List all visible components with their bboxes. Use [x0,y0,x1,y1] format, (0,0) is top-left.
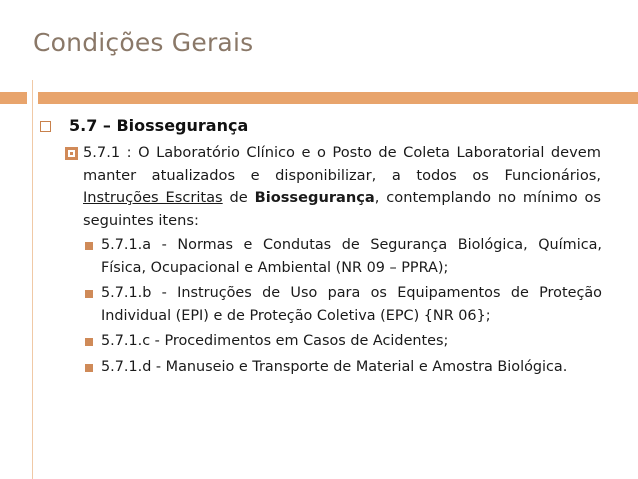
item-text-part1: 5.7.1 : O Laboratório Clínico e o Posto de Coleta Laboratorial devem manter atualizados e disponibilizar, a todos os Funcionários, [83,144,601,184]
heading-bullet-item [40,115,605,137]
slide-content [40,115,605,381]
vertical-divider [32,80,33,479]
level2-text [83,142,601,232]
list-item [85,330,605,353]
filled-square-bullet-icon [85,242,93,250]
filled-square-bullet-icon [85,338,93,346]
list-item-text: 5.7.1.b - Instruções de Uso para os Equipamentos de Proteção Individual (EPI) e de Proteção Coletiva (EPC) {NR 06}; [101,285,602,324]
list-item [85,234,605,279]
list-item-text: 5.7.1.a - Normas e Condutas de Segurança Biológica, Química, Física, Ocupacional e Ambiental (NR 09 – PPRA); [101,237,602,276]
item-text-bold: Biossegurança [254,189,375,206]
item-text-underlined: Instruções Escritas [83,189,223,206]
level2-item [65,142,605,232]
filled-square-bullet-icon [85,364,93,372]
list-item-text: 5.7.1.d - Manuseio e Transporte de Material e Amostra Biológica. [101,358,568,375]
title-rule-right [38,92,638,104]
square-bullet-icon [40,121,51,132]
item-text-part2: de [222,189,255,206]
section-heading: 5.7 – Biossegurança [69,116,249,135]
title-rule-left [0,92,27,104]
framed-square-bullet-icon [65,147,78,160]
level3-list [85,234,605,378]
list-item [85,356,605,379]
list-item-text: 5.7.1.c - Procedimentos em Casos de Acidentes; [101,333,449,349]
slide-title: Condições Gerais [33,28,254,57]
filled-square-bullet-icon [85,290,93,298]
list-item [85,282,605,327]
item-text-part3: , contemplando no mínimo os seguintes itens: [83,189,601,229]
